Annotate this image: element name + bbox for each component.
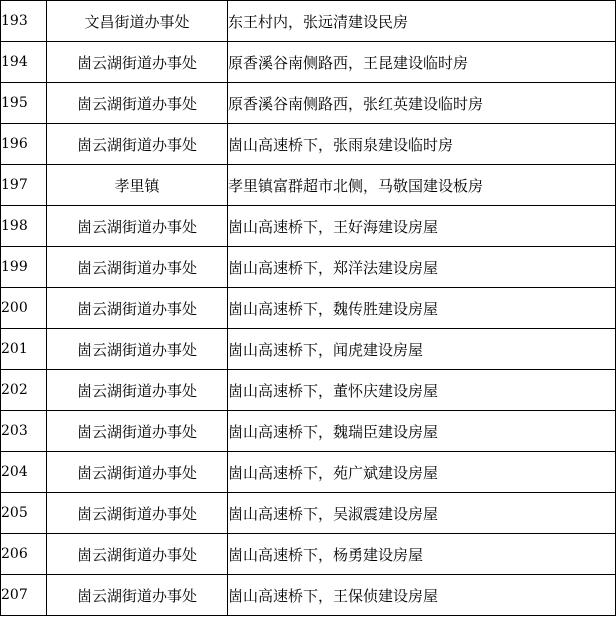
location-cell: 崮山高速桥下，魏瑞臣建设房屋 bbox=[228, 411, 616, 452]
row-number: 200 bbox=[1, 288, 47, 329]
table-row bbox=[1, 411, 616, 452]
table-row bbox=[1, 575, 616, 616]
row-number: 201 bbox=[1, 329, 47, 370]
row-number: 207 bbox=[1, 575, 47, 616]
office-cell: 崮云湖街道办事处 bbox=[47, 493, 228, 534]
row-number: 193 bbox=[1, 1, 47, 42]
office-cell: 崮云湖街道办事处 bbox=[47, 575, 228, 616]
location-cell: 东王村内，张远清建设民房 bbox=[228, 1, 616, 42]
location-cell: 原香溪谷南侧路西，张红英建设临时房 bbox=[228, 83, 616, 124]
table-row bbox=[1, 165, 616, 206]
table-row bbox=[1, 288, 616, 329]
row-number: 204 bbox=[1, 452, 47, 493]
office-cell: 崮云湖街道办事处 bbox=[47, 329, 228, 370]
office-cell: 孝里镇 bbox=[47, 165, 228, 206]
row-number: 197 bbox=[1, 165, 47, 206]
row-number: 198 bbox=[1, 206, 47, 247]
location-cell: 原香溪谷南侧路西，王昆建设临时房 bbox=[228, 42, 616, 83]
table-row bbox=[1, 452, 616, 493]
location-cell: 崮山高速桥下，张雨泉建设临时房 bbox=[228, 124, 616, 165]
table-row bbox=[1, 247, 616, 288]
table-row bbox=[1, 370, 616, 411]
location-cell: 崮山高速桥下，王好海建设房屋 bbox=[228, 206, 616, 247]
table-row bbox=[1, 124, 616, 165]
office-cell: 崮云湖街道办事处 bbox=[47, 370, 228, 411]
location-cell: 崮山高速桥下，杨勇建设房屋 bbox=[228, 534, 616, 575]
location-cell: 崮山高速桥下，王保侦建设房屋 bbox=[228, 575, 616, 616]
row-number: 194 bbox=[1, 42, 47, 83]
table-row bbox=[1, 493, 616, 534]
office-cell: 崮云湖街道办事处 bbox=[47, 206, 228, 247]
location-cell: 崮山高速桥下，闻虎建设房屋 bbox=[228, 329, 616, 370]
location-cell: 崮山高速桥下，苑广斌建设房屋 bbox=[228, 452, 616, 493]
table-row bbox=[1, 206, 616, 247]
table-row bbox=[1, 42, 616, 83]
office-cell: 崮云湖街道办事处 bbox=[47, 42, 228, 83]
row-number: 195 bbox=[1, 83, 47, 124]
office-cell: 崮云湖街道办事处 bbox=[47, 411, 228, 452]
table-row bbox=[1, 83, 616, 124]
row-number: 206 bbox=[1, 534, 47, 575]
office-cell: 崮云湖街道办事处 bbox=[47, 288, 228, 329]
row-number: 203 bbox=[1, 411, 47, 452]
table-row bbox=[1, 1, 616, 42]
office-cell: 崮云湖街道办事处 bbox=[47, 247, 228, 288]
table-row bbox=[1, 534, 616, 575]
row-number: 202 bbox=[1, 370, 47, 411]
table-row bbox=[1, 329, 616, 370]
location-cell: 崮山高速桥下，魏传胜建设房屋 bbox=[228, 288, 616, 329]
location-cell: 孝里镇富群超市北侧，马敬国建设板房 bbox=[228, 165, 616, 206]
office-cell: 文昌街道办事处 bbox=[47, 1, 228, 42]
location-cell: 崮山高速桥下，吴淑震建设房屋 bbox=[228, 493, 616, 534]
office-cell: 崮云湖街道办事处 bbox=[47, 83, 228, 124]
office-cell: 崮云湖街道办事处 bbox=[47, 452, 228, 493]
location-cell: 崮山高速桥下，郑洋法建设房屋 bbox=[228, 247, 616, 288]
location-cell: 崮山高速桥下，董怀庆建设房屋 bbox=[228, 370, 616, 411]
row-number: 196 bbox=[1, 124, 47, 165]
row-number: 205 bbox=[1, 493, 47, 534]
office-cell: 崮云湖街道办事处 bbox=[47, 534, 228, 575]
office-cell: 崮云湖街道办事处 bbox=[47, 124, 228, 165]
row-number: 199 bbox=[1, 247, 47, 288]
